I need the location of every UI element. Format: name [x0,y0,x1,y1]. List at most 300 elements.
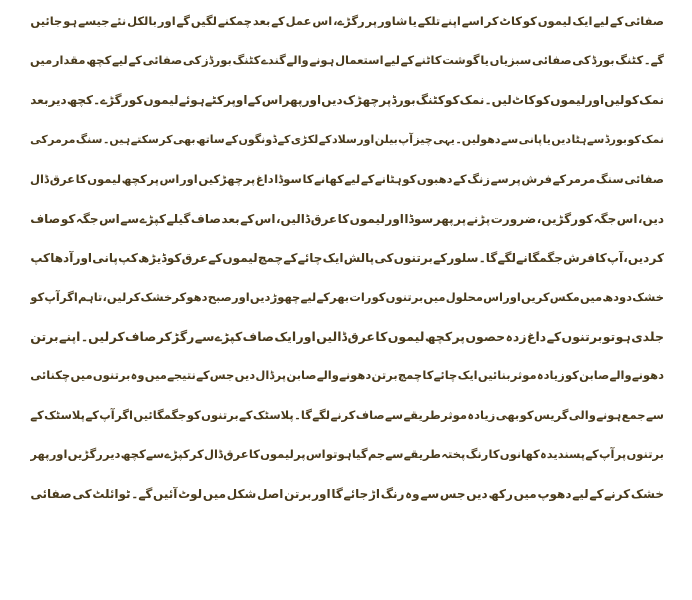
word: سے [420,487,440,502]
word: نمک [459,93,485,108]
word: پسندیدہ [540,447,586,462]
word: دیں [234,368,256,383]
word: داغ [255,171,274,186]
word: ڈیڑھ [138,251,167,266]
text-line [30,435,664,474]
word: ہوئے [178,93,205,108]
word: چمچ [257,251,284,266]
text-line [30,81,664,120]
word: بھی [495,407,520,422]
word: پر [452,328,465,344]
word: اور [73,251,93,266]
text-line [30,396,664,435]
word: دھونے [339,368,372,383]
word: کا [488,447,500,462]
word: کی [572,53,591,68]
word: پھر [30,447,50,462]
word: کو [186,407,201,422]
word: لگے [497,251,516,266]
word: پر [147,171,159,186]
word: اس [159,171,180,186]
word: کی [30,133,48,147]
word: کو [402,171,417,186]
word: دھولیں۔ [455,133,501,147]
word: گوشت [442,53,480,68]
word: آدھا [50,251,74,266]
word: آپ [599,447,615,462]
word: خشک [140,289,173,304]
word: کے [277,133,291,147]
word: کے [589,487,604,502]
word: ہونے [596,407,622,422]
word: کریں [521,289,550,304]
word: برتن [371,368,398,383]
word: لیں۔ [80,328,110,344]
word: کا [595,251,607,266]
word: کپڑے [139,211,167,226]
word: کھانوں [499,447,540,462]
word: پر [365,13,378,28]
word: والے [316,368,339,383]
word: سوڈا [404,211,434,226]
word: جگہ [75,211,99,226]
word: پر [379,93,392,108]
word: پلاسٹک [44,407,85,422]
word: یہی [433,133,455,147]
word: میں [30,53,53,68]
word: لیموں [349,211,385,226]
word: چمکنے [217,13,252,28]
word: اور [49,447,68,462]
word: اس [305,447,326,462]
word: ڈالیں [316,328,348,344]
word: مکس [549,289,580,304]
word: کو [371,289,386,304]
word: میں [513,487,537,502]
word: کپڑے [164,447,190,462]
word: کے [360,171,375,186]
word: کا [422,368,434,383]
word: نمک [641,133,664,147]
word: پر [614,447,627,462]
word: میں [70,368,93,383]
word: لیموں [537,13,572,28]
word: سے [490,171,509,186]
word: برتنوں [393,251,433,266]
word: آپ [99,407,115,422]
word: اصل [256,487,284,502]
word: دیں [321,93,343,108]
word: کاٹ [511,93,536,108]
word: جائے [343,487,369,502]
word: کپ [118,251,138,266]
word: کے [552,171,567,186]
word: اور [312,487,331,502]
word: بورڈ [604,133,628,147]
word: سے [146,447,165,462]
word: اور [302,93,322,108]
word: دھونے [631,368,664,383]
word: گے۔ [643,53,664,68]
word: زنگ [467,171,490,186]
word: سنگ [595,171,624,186]
word: چھوڑ [270,289,301,304]
word: عرق [347,328,375,344]
word: کو [624,93,640,108]
word: ہٹا [571,133,587,147]
word: کرنے [330,407,356,422]
word: یا [480,53,489,68]
word: صابن [579,368,610,383]
word: زیادہ [467,407,496,422]
word: کو [60,211,76,226]
word: مقدار [52,53,86,68]
word: لیں، [102,289,127,304]
word: کٹنگ [415,93,445,108]
word: عرق [49,171,75,186]
word: ایک [322,251,344,266]
word: کے [433,251,448,266]
word: لیے [300,289,317,304]
word: سے [587,133,605,147]
word: اپنے [441,13,461,28]
word: چھڑکیں [198,171,244,186]
word: کو [535,93,551,108]
word: دیر [48,93,67,108]
word: لوٹ [178,487,203,502]
word: پلاسٹک [252,407,294,422]
word: اور [503,289,521,304]
word: اگر [60,289,78,304]
word: اس [99,211,120,226]
text-line [30,160,664,199]
word: گے [176,13,190,28]
word: صفائی [142,53,183,68]
word: کو [30,289,45,304]
word: لگیں [190,13,217,28]
text-line [30,278,664,317]
word: کچھ [424,328,453,344]
word: کر [649,251,664,266]
word: کو [627,133,641,147]
word: ہیں۔ [102,133,131,147]
word: چائے [433,368,458,383]
word: کے [30,407,44,422]
word: زیادہ [536,368,565,383]
word: رات [349,289,372,304]
word: گریس [533,407,569,422]
word: لیموں [143,93,179,108]
word: جائیں [30,13,63,28]
word: نمک [639,93,664,108]
word: صفائی [531,53,572,68]
word: سے [194,328,215,344]
word: کا [75,171,87,186]
word: جس [209,368,235,383]
word: شکل [226,487,257,502]
word: گے۔ [131,487,153,502]
word: جلدی [631,328,664,344]
word: کو [522,13,537,28]
word: بھر [330,289,350,304]
word: مرمر [566,171,596,186]
word: لکڑی [290,133,319,147]
word: ہو [615,328,631,344]
word: دیر [103,447,121,462]
word: رنگ [380,487,405,502]
word: اوپر [223,93,248,108]
word: بھی [173,133,196,147]
word: پھر [433,211,454,226]
word: داغ [526,328,547,344]
word: بیلن [374,133,398,147]
text-line [30,199,664,238]
word: اور [296,328,316,344]
word: کچھ [121,171,147,186]
word: لیے [572,487,589,502]
word: ہو [63,13,78,28]
word: تو [325,447,338,462]
word: طریقے [403,447,442,462]
word: چائے [297,251,323,266]
word: کر [172,289,187,304]
page-cutoff-fade [0,586,692,600]
word: رگڑ [172,328,195,344]
word: ہٹانے [374,171,402,186]
word: آئیں [153,487,178,502]
word: آپ [606,251,624,266]
word: صاف [242,328,274,344]
word: فرش [563,251,595,266]
word: جگمگانے [516,251,563,266]
word: محلول [445,289,483,304]
word: عرق [223,447,249,462]
word: اس [261,93,283,108]
word: کچھ [86,53,112,68]
word: ایک [274,328,297,344]
text-line [30,41,664,80]
word: رگڑے، [333,13,365,28]
word: برتنوں [385,289,424,304]
word: کھانے [314,171,344,186]
word: کے [208,251,223,266]
word: گندے [261,53,286,68]
word: بالکل [127,13,158,28]
word: سبزیاں [489,53,532,68]
word: ایک [457,368,478,383]
word: کٹنگ [615,53,644,68]
word: اس [616,211,638,226]
word: اور [585,93,605,108]
word: برتنوں [626,447,664,462]
word: ڈال [203,447,224,462]
word: عرق [310,211,338,226]
word: کی [72,487,92,502]
word: اور [157,13,176,28]
word: شاور [377,13,408,28]
word: کو [578,211,594,226]
word: کر [484,13,499,28]
word: رگڑیں [67,447,103,462]
word: کے [128,53,142,68]
word: دیں [249,289,271,304]
word: پانی [92,251,118,266]
word: دھوپ [537,487,572,502]
word: استعمال [335,53,384,68]
word: کپ [30,251,50,266]
word: خشک [630,487,664,502]
word: یا [408,13,417,28]
word: اس [254,211,276,226]
word: عمل [285,13,312,28]
word: میں [579,289,603,304]
word: تاہم [77,289,103,304]
word: زدہ [505,328,527,344]
word: لیموں [260,447,294,462]
word: کے [609,13,624,28]
word: پالش [343,251,375,266]
word: یا [542,133,551,147]
word: میں [423,289,446,304]
word: کے [546,328,562,344]
word: صابن [286,368,317,383]
word: تلکے [417,13,441,28]
word: صبح [207,289,232,304]
word: سے [500,133,519,147]
word: کا [337,211,350,226]
word: بنائیں [477,368,511,383]
word: دیں، [637,211,664,226]
word: وہ [130,368,145,383]
word: کے [271,13,285,28]
word: کر [126,289,141,304]
word: جس [439,487,466,502]
word: چیز [413,133,433,147]
word: کا [248,447,260,462]
word: بعد [221,211,240,226]
word: لیموں [222,251,258,266]
word: کو [444,93,460,108]
word: اس [483,289,503,304]
word: کٹنگ [232,53,261,68]
word: صاف [30,211,61,226]
word: اگر [115,407,133,422]
word: طریقے [403,407,441,422]
word: ڈالیں، [275,211,311,226]
word: کے [585,447,599,462]
text-line [30,357,664,396]
word: صفائی [30,487,72,502]
word: کر [159,133,173,147]
word: کو [128,93,144,108]
word: ٹوائلٹ [92,487,131,502]
word: موثر [441,407,467,422]
word: چھڑک [342,93,380,108]
word: لیے [384,53,400,68]
word: کے [240,211,255,226]
word: سے [384,407,404,422]
word: اڑ [368,487,380,502]
word: مرمر [48,133,76,147]
word: اور [180,171,198,186]
word: پر [454,211,467,226]
word: کاٹنے [414,53,442,68]
word: کے [239,407,253,422]
word: موثر [510,368,537,383]
word: عرق [181,251,208,266]
word: دودھ [602,289,633,304]
word: لیموں [87,171,122,186]
word: رگڑے۔ [93,93,129,108]
word: ساتھ [195,133,225,147]
word: لیے [111,53,128,68]
word: دھو [186,289,208,304]
word: ایک [572,13,593,28]
word: برتن [30,328,59,344]
word: سوڈا [274,171,302,186]
word: برتنوں [92,368,131,383]
word: وہ [405,487,420,502]
word: رنگ [465,447,489,462]
word: صاف [125,328,157,344]
word: دیں [551,133,572,147]
word: سے [120,211,140,226]
word: ضرورت [490,211,537,226]
word: کی [182,53,202,68]
word: صاف [355,407,385,422]
word: کٹے [204,93,224,108]
text-line [30,2,664,41]
text-line [30,475,664,514]
word: کچھ [66,93,94,108]
word: کی [374,251,394,266]
word: ڈال [30,171,50,186]
word: کے [247,93,262,108]
word: جگہ [593,211,617,226]
word: دیں [466,487,488,502]
word: حصوں [465,328,506,344]
word: کاٹ [499,13,522,28]
word: پر [294,447,306,462]
word: کر [189,447,204,462]
word: صاف [190,211,221,226]
word: بعد [30,93,49,108]
word: ہو [337,447,352,462]
word: برتنوں [561,328,603,344]
word: آپ [398,133,413,147]
word: پر [274,368,287,383]
word: کا [302,171,314,186]
word: ڈال [255,368,275,383]
word: کچھ [120,447,146,462]
word: چکنائی [30,368,71,383]
word: کو [166,251,182,266]
word: کر [109,328,125,344]
word: ڈونگوں [238,133,278,147]
word: کے [316,289,330,304]
word: سے [645,407,664,422]
word: کے [400,53,415,68]
word: خشک [632,289,664,304]
word: کے [453,171,467,186]
word: والے [286,53,309,68]
word: کے [196,368,210,383]
text-line [30,317,664,356]
word: لیں۔ [484,93,512,108]
word: کا [375,328,388,344]
word: کے [85,407,99,422]
word: اس [312,13,333,28]
